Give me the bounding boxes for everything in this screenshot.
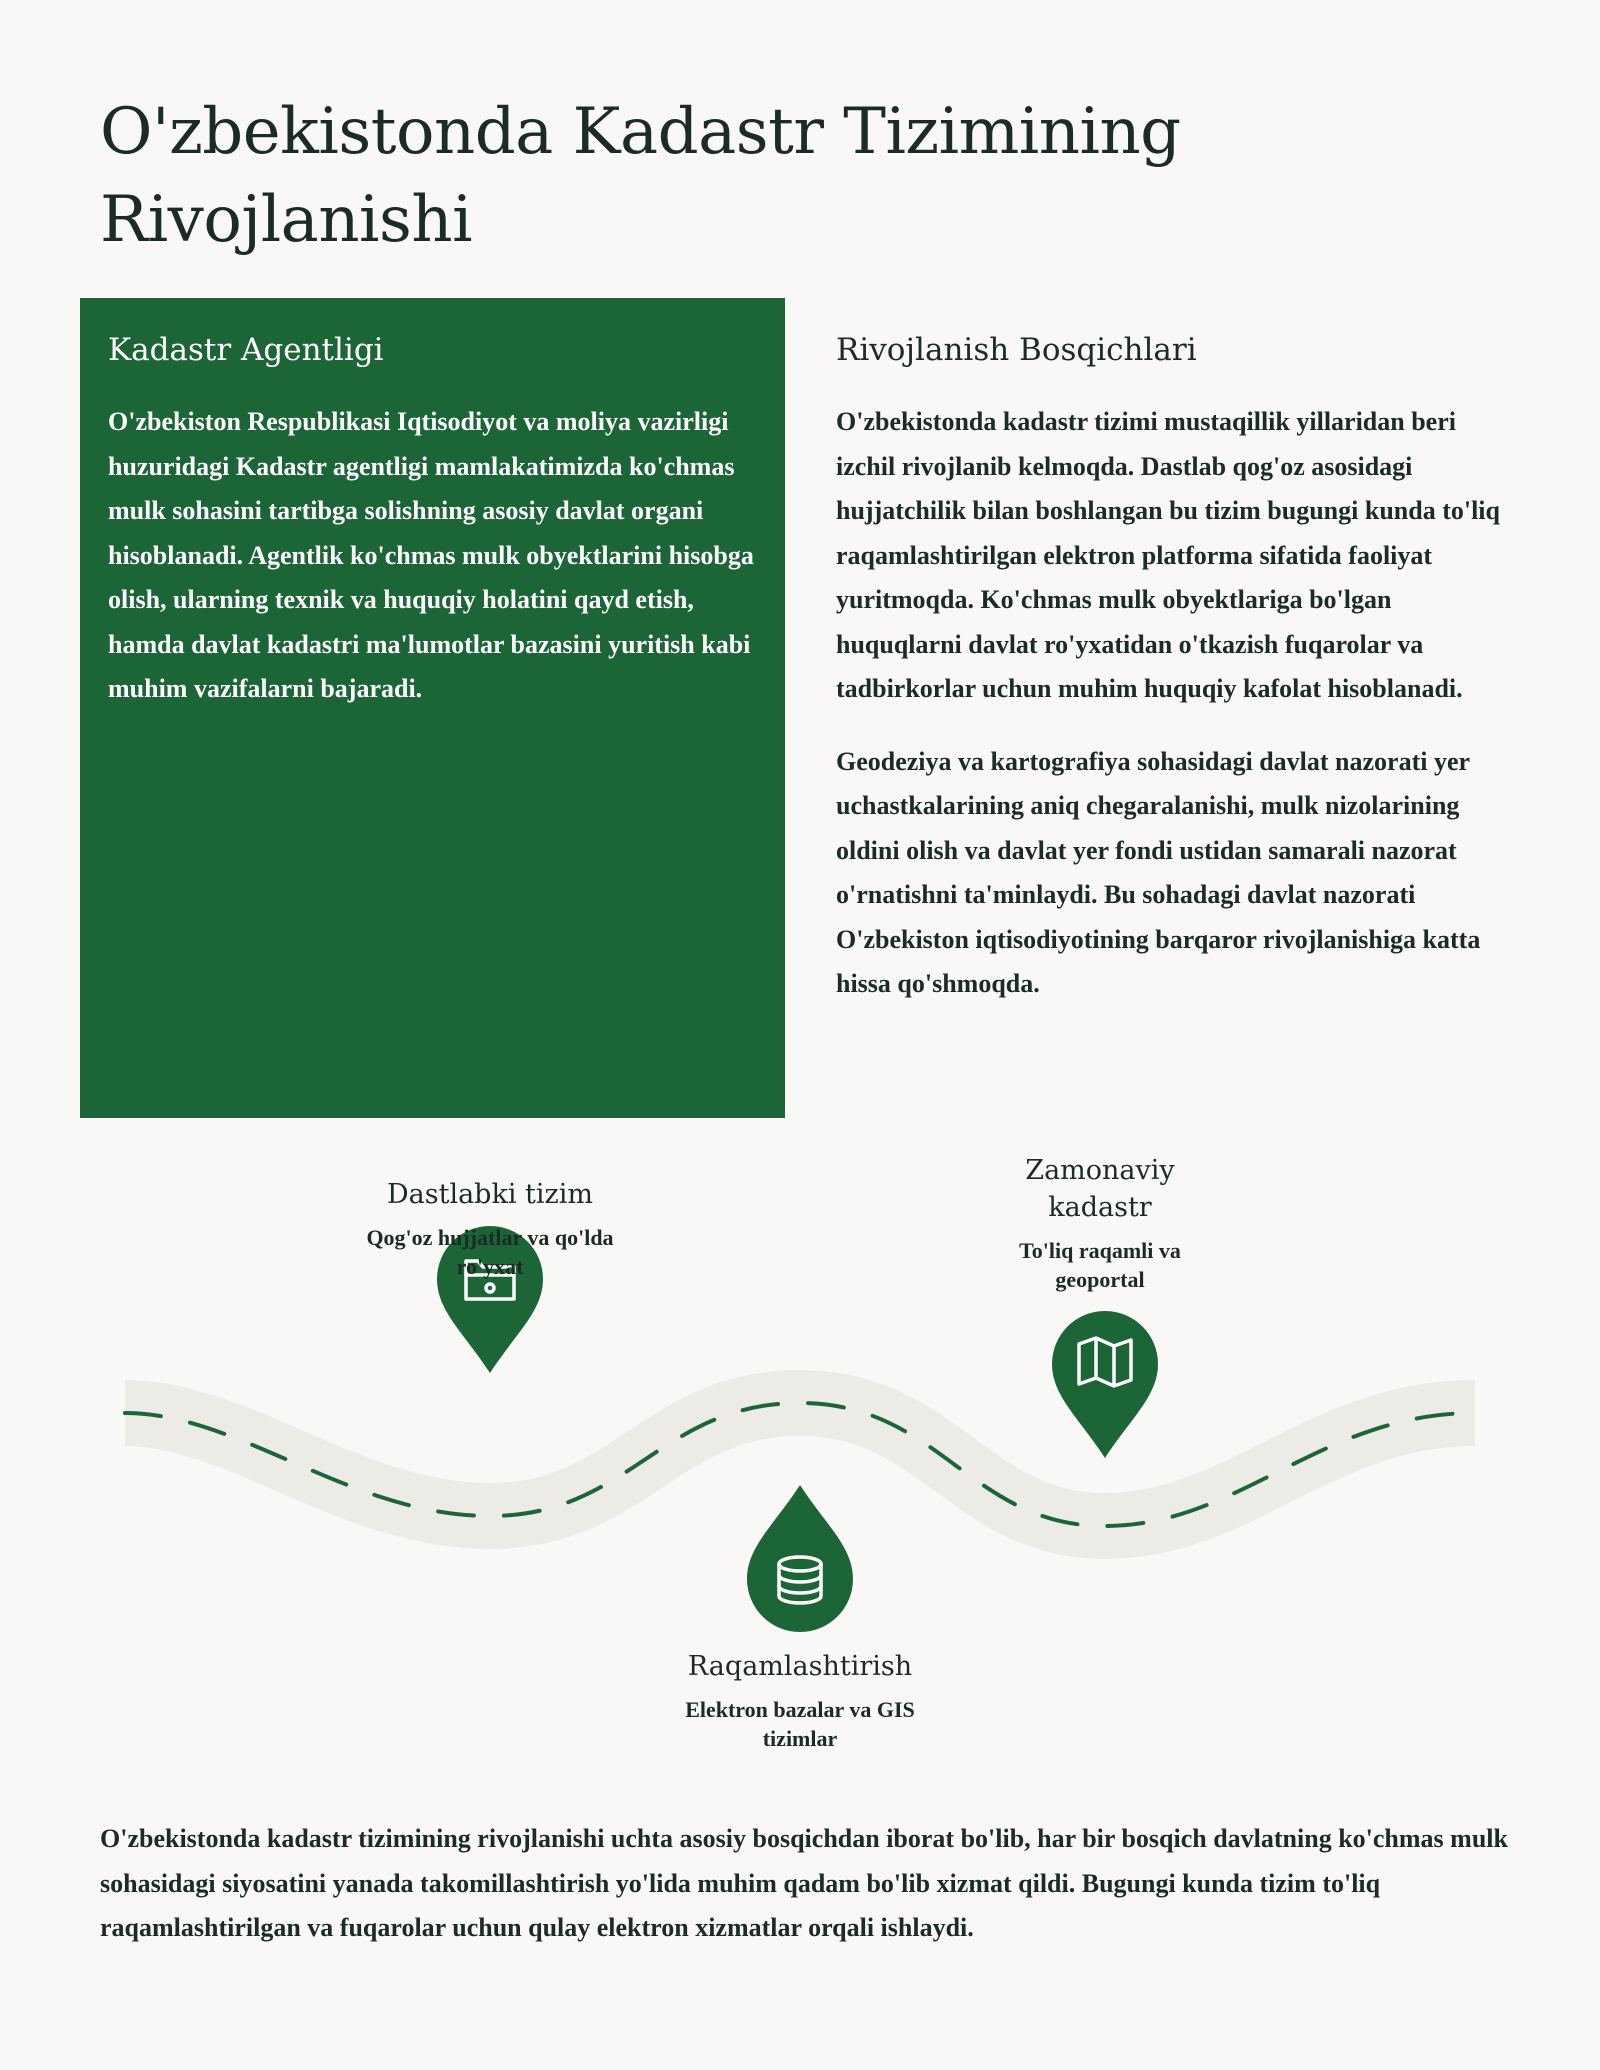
stage-title: Zamonaviy kadastr	[1025, 1155, 1175, 1223]
stage-raqamlashtirish	[660, 1648, 940, 1753]
map-pin	[1052, 1311, 1158, 1458]
agency-text: O'zbekiston Respublikasi Iqtisodiyot va moliya vazirligi huzuridagi Kadastr agentligi mamlakatimizda ko'chmas mulk sohasini tartibga solishning asosiy davlat organi hisoblanadi. Agentlik ko'chmas mulk obyektlarini hisobga olish, ularning texnik va huquqiy holatini qayd etish, hamda davlat kadastri ma'lumotlar bazasini yuritish kabi muhim vazifalarni bajaradi.	[108, 407, 754, 703]
development-stages-section	[836, 330, 1506, 1035]
timeline-road	[0, 1140, 1600, 1780]
summary-paragraph: O'zbekistonda kadastr tizimining rivojlanishi uchta asosiy bosqichdan iborat bo'lib, har bir bosqich davlatning ko'chmas mulk sohasidagi siyosatini yanada takomillashtirish yo'lida muhim qadam bo'lib xizmat qildi. Bugungi kunda tizim to'liq raqamlashtirilgan va fuqarolar uchun qulay elektron xizmatlar orqali ishlaydi.	[100, 1824, 1508, 1942]
stage-description: Elektron bazalar va GIS tizimlar	[685, 1697, 915, 1751]
stage-zamonaviy	[990, 1152, 1210, 1294]
stages-paragraph: Geodeziya va kartografiya sohasidagi davlat nazorati yer uchastkalarining aniq chegaralanishi, mulk nizolarining oldini olish va davlat yer fondi ustidan samarali nazorat o'rnatishni ta'minlaydi. Bu sohadagi davlat nazorati O'zbekiston iqtisodiyotining barqaror rivojlanishiga katta hissa qo'shmoqda.	[836, 746, 1481, 998]
stages-paragraph: O'zbekistonda kadastr tizimi mustaqillik yillaridan beri izchil rivojlanib kelmoqda. Dastlab qog'oz asosidagi hujjatchilik bilan boshlangan bu tizim bugungi kunda to'liq raqamlashtirilgan elektron platforma sifatida faoliyat yuritmoqda. Ko'chmas mulk obyektlariga bo'lgan huquqlarni davlat ro'yxatidan o'tkazish fuqarolar va tadbirkorlar uchun muhim huquqiy kafolat hisoblanadi.	[836, 407, 1500, 703]
stages-heading: Rivojlanish Bosqichlari	[836, 332, 1197, 368]
agency-heading: Kadastr Agentligi	[108, 332, 384, 368]
agency-info-box	[80, 298, 785, 1118]
stage-dastlabki	[360, 1176, 620, 1281]
page-title: O'zbekistonda Kadastr Tizimining Rivojlanishi	[100, 95, 1181, 257]
pin-zamonaviy	[1052, 1311, 1158, 1458]
stage-description: To'liq raqamli va geoportal	[1019, 1238, 1181, 1292]
stage-description: Qog'oz hujjatlar va qo'lda ro'yxat	[366, 1225, 614, 1279]
stage-title: Raqamlashtirish	[687, 1651, 913, 1682]
stage-title: Dastlabki tizim	[387, 1179, 593, 1210]
pin-raqamlashtirish	[747, 1485, 853, 1632]
